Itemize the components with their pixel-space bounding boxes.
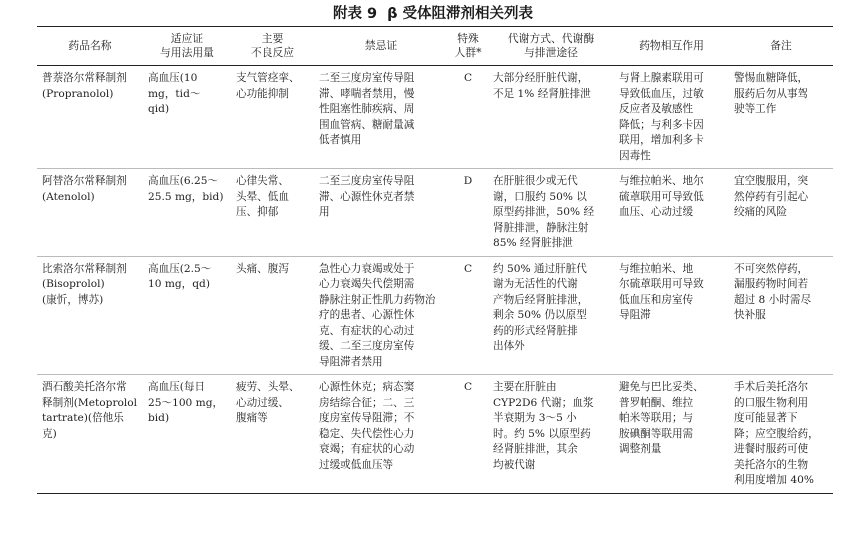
cell-line: 剩余 50% 仍以原型 [493, 309, 587, 321]
header-line: 适应证 [170, 32, 204, 45]
table-row [37, 375, 833, 494]
cell-line: 宜空腹服用，突 [734, 175, 809, 187]
cell-line: (Bisoprolol) [42, 278, 105, 290]
table-row [37, 256, 833, 375]
cell-special-population [448, 256, 488, 375]
cell-line: 二至三度房室传导阻 [319, 175, 415, 187]
cell-indication-dosage [143, 66, 231, 169]
cell-line: 导阻滞 [619, 309, 651, 321]
header-drug-name [37, 27, 143, 66]
cell-line: 尔硫䓬联用可导致 [619, 278, 704, 290]
cell-line: 半衰期为 3～5 小 [493, 412, 577, 424]
cell-line: 血压、心动过缓 [619, 206, 694, 218]
cell-line: 滞、哮喘者禁用，慢 [319, 87, 415, 100]
header-row [37, 27, 833, 66]
cell-line: 急性心力衰竭或处于 [319, 262, 415, 275]
header-line: 特殊 [457, 32, 479, 45]
cell-line: D [463, 175, 473, 187]
cell-line: bid) [148, 412, 170, 424]
cell-line: 快补服 [734, 309, 766, 321]
cell-line: 腹痛等 [236, 412, 268, 424]
header-contraindications [314, 27, 448, 66]
cell-line: 美托洛尔的生物 [734, 458, 809, 471]
cell-line: qid) [148, 103, 170, 115]
cell-line: 导阻滞者禁用 [319, 355, 383, 368]
cell-line: 因毒性 [619, 149, 651, 162]
cell-line: 服药后勿从事驾 [734, 87, 809, 100]
cell-line: tartrate)(倍他乐 [42, 412, 124, 424]
table-row [37, 169, 833, 257]
cell-line: 降；应空腹给药， [734, 427, 819, 440]
cell-drug-name [37, 256, 143, 375]
cell-line: 心律失常、 [236, 175, 289, 187]
cell-line: 警惕血糖降低， [734, 72, 809, 84]
cell-line: 然停药有引起心 [734, 190, 809, 203]
cell-line: 的口服生物利用 [734, 396, 809, 409]
cell-contraindications [314, 375, 448, 494]
cell-line: 心力衰竭失代偿期需 [319, 278, 415, 290]
cell-line: 主要在肝脏由 [493, 381, 557, 393]
cell-line: 85% 经肾脏排泄 [493, 237, 573, 249]
cell-line: 出体外 [493, 340, 525, 352]
cell-line: 进餐时服药可使 [734, 443, 809, 455]
cell-line: 漏服药物时间若 [734, 278, 809, 290]
cell-line: 调整剂量 [619, 443, 662, 455]
cell-line: 克) [42, 427, 57, 440]
cell-indication-dosage [143, 375, 231, 494]
cell-line: 帕米等联用；与 [619, 412, 694, 424]
cell-line: 释制剂(Metoprolol [42, 396, 138, 409]
cell-special-population [448, 66, 488, 169]
header-special-population [448, 27, 488, 66]
table-number: 附表 9 [332, 6, 378, 22]
cell-drug-name [37, 169, 143, 257]
cell-line: 度可能显著下 [734, 412, 798, 424]
cell-line: 谢为无活性的代谢 [493, 278, 578, 290]
cell-line: 低者慎用 [319, 134, 362, 146]
cell-line: 25.5 mg，bid) [148, 190, 224, 203]
cell-metabolism-excretion [488, 169, 614, 257]
cell-line: 房结综合征；二、三 [319, 396, 415, 409]
cell-line: 约 50% 通过肝脏代 [493, 262, 587, 275]
cell-line: 药的形式经肾脏排 [493, 324, 578, 337]
cell-line: 均被代谢 [493, 458, 536, 471]
cell-line: 降低；与利多卡因 [619, 118, 704, 131]
cell-line: 心功能抑制 [236, 87, 289, 100]
cell-line: 滞、心源性休克者禁 [319, 190, 415, 203]
cell-line: 利用度增加 40% [734, 474, 814, 486]
header-line: 代谢方式、代谢酶 [507, 32, 595, 45]
cell-indication-dosage [143, 256, 231, 375]
cell-line: 低血压和房室传 [619, 293, 694, 306]
cell-adverse-reactions [231, 256, 314, 375]
table-title [0, 2, 866, 23]
cell-line: 用 [319, 206, 330, 218]
cell-line: 原型药排泄，50% 经 [493, 206, 595, 218]
cell-drug-interactions [614, 375, 729, 494]
cell-adverse-reactions [231, 169, 314, 257]
header-line: 主要 [261, 32, 284, 45]
cell-line: 普罗帕酮、维拉 [619, 396, 694, 409]
cell-line: 驶等工作 [734, 103, 777, 115]
cell-line: 与肾上腺素联用可 [619, 72, 704, 84]
cell-line: 衰竭；有症状的心动 [319, 443, 415, 455]
header-line: 药物相互作用 [639, 39, 704, 52]
header-adverse-reactions [231, 27, 314, 66]
cell-line: 阿替洛尔常释制剂 [42, 175, 127, 187]
cell-remarks [729, 256, 833, 375]
cell-line: 在肝脏很少或无代 [493, 175, 578, 187]
cell-line: 缓、二至三度房室传 [319, 340, 415, 352]
cell-line: 酒石酸美托洛尔常 [42, 381, 127, 393]
cell-line: C [463, 72, 473, 84]
header-line: 禁忌证 [364, 39, 398, 52]
cell-line: 硫䓬联用可导致低 [619, 190, 704, 203]
table-row [37, 66, 833, 169]
cell-line: 绞痛的风险 [734, 206, 787, 218]
cell-line: 反应者及敏感性 [619, 103, 694, 115]
cell-special-population [448, 169, 488, 257]
cell-line: C [463, 262, 473, 275]
cell-line: 高血压(每日 [148, 381, 206, 393]
table-title-text: β 受体阻滞剂相关列表 [387, 6, 534, 22]
cell-line: CYP2D6 代谢；血浆 [493, 396, 594, 409]
cell-line: 25～100 mg， [148, 396, 224, 409]
cell-line: 头晕、低血 [236, 190, 289, 203]
cell-line: 支气管痉挛、 [236, 72, 300, 84]
header-remarks [729, 27, 833, 66]
cell-line: 不足 1% 经肾脏排泄 [493, 87, 591, 100]
cell-line: 压、抑郁 [236, 206, 279, 218]
cell-line: 大部分经肝脏代谢， [493, 72, 589, 84]
cell-line: (Atenolol) [42, 190, 95, 203]
cell-metabolism-excretion [488, 375, 614, 494]
cell-special-population [448, 375, 488, 494]
cell-line: 克、有症状的心动过 [319, 324, 415, 337]
cell-line: 过缓或低血压等 [319, 458, 394, 471]
header-drug-interactions [614, 27, 729, 66]
cell-adverse-reactions [231, 66, 314, 169]
cell-contraindications [314, 256, 448, 375]
cell-line: 头痛、腹泻 [236, 262, 289, 275]
cell-metabolism-excretion [488, 66, 614, 169]
cell-remarks [729, 66, 833, 169]
cell-drug-interactions [614, 169, 729, 257]
cell-line: 度房室传导阻滞；不 [319, 412, 415, 424]
cell-line: 胺碘酮等联用需 [619, 427, 694, 440]
cell-line: 超过 8 小时需尽 [734, 293, 812, 306]
header-line: 备注 [770, 39, 792, 52]
cell-line: (Propranolol) [42, 87, 114, 100]
cell-remarks [729, 169, 833, 257]
cell-adverse-reactions [231, 375, 314, 494]
cell-line: 二至三度房室传导阻 [319, 72, 415, 84]
cell-line: 与维拉帕米、地 [619, 262, 694, 275]
cell-indication-dosage [143, 169, 231, 257]
cell-remarks [729, 375, 833, 494]
cell-line: (康忻，博苏) [42, 293, 104, 306]
cell-drug-name [37, 66, 143, 169]
cell-line: 产物后经肾脏排泄， [493, 293, 589, 306]
cell-line: 心动过缓、 [236, 396, 289, 409]
cell-metabolism-excretion [488, 256, 614, 375]
cell-line: 避免与巴比妥类、 [619, 381, 704, 393]
header-line: 不良反应 [250, 46, 295, 59]
cell-line: 稳定、失代偿性心力 [319, 427, 415, 440]
cell-line: 疲劳、头晕、 [236, 381, 300, 393]
cell-line: 10 mg，qd) [148, 278, 210, 290]
cell-line: 经肾脏排泄，其余 [493, 443, 578, 455]
cell-line: 静脉注射正性肌力药物治 [319, 293, 436, 306]
cell-contraindications [314, 66, 448, 169]
cell-line: 高血压(10 [148, 72, 198, 84]
cell-line: 比索洛尔常释制剂 [42, 262, 127, 275]
cell-line: 高血压(2.5～ [148, 262, 212, 275]
cell-line: 心源性休克；病态窦 [319, 381, 415, 393]
cell-line: C [463, 381, 473, 393]
cell-line: 谢，口服约 50% 以 [493, 190, 587, 203]
cell-line: 联用，增加利多卡 [619, 134, 704, 146]
beta-blocker-table [37, 26, 833, 494]
cell-drug-interactions [614, 66, 729, 169]
cell-line: 不可突然停药， [734, 262, 809, 275]
cell-line: mg，tid～ [148, 87, 201, 100]
cell-line: 与维拉帕米、地尔 [619, 175, 704, 187]
header-indication-dosage [143, 27, 231, 66]
header-line: 与排泄途径 [524, 46, 578, 59]
header-line: 药品名称 [68, 39, 112, 52]
cell-drug-interactions [614, 256, 729, 375]
table-body [37, 66, 833, 494]
cell-drug-name [37, 375, 143, 494]
cell-line: 普萘洛尔常释制剂 [42, 72, 127, 84]
cell-line: 手术后美托洛尔 [734, 381, 809, 393]
cell-line: 围血管病、糖耐量减 [319, 118, 415, 131]
cell-line: 高血压(6.25～ [148, 175, 219, 187]
header-line: 人群* [454, 46, 482, 59]
cell-line: 肾脏排泄，静脉注射 [493, 221, 589, 234]
header-line: 与用法用量 [160, 46, 214, 59]
cell-line: 性阻塞性肺疾病、周 [319, 103, 415, 115]
cell-line: 导致低血压，过敏 [619, 87, 704, 100]
cell-line: 时。约 5% 以原型药 [493, 427, 591, 440]
header-metabolism-excretion [488, 27, 614, 66]
cell-line: 疗的患者、心源性休 [319, 309, 415, 321]
cell-contraindications [314, 169, 448, 257]
